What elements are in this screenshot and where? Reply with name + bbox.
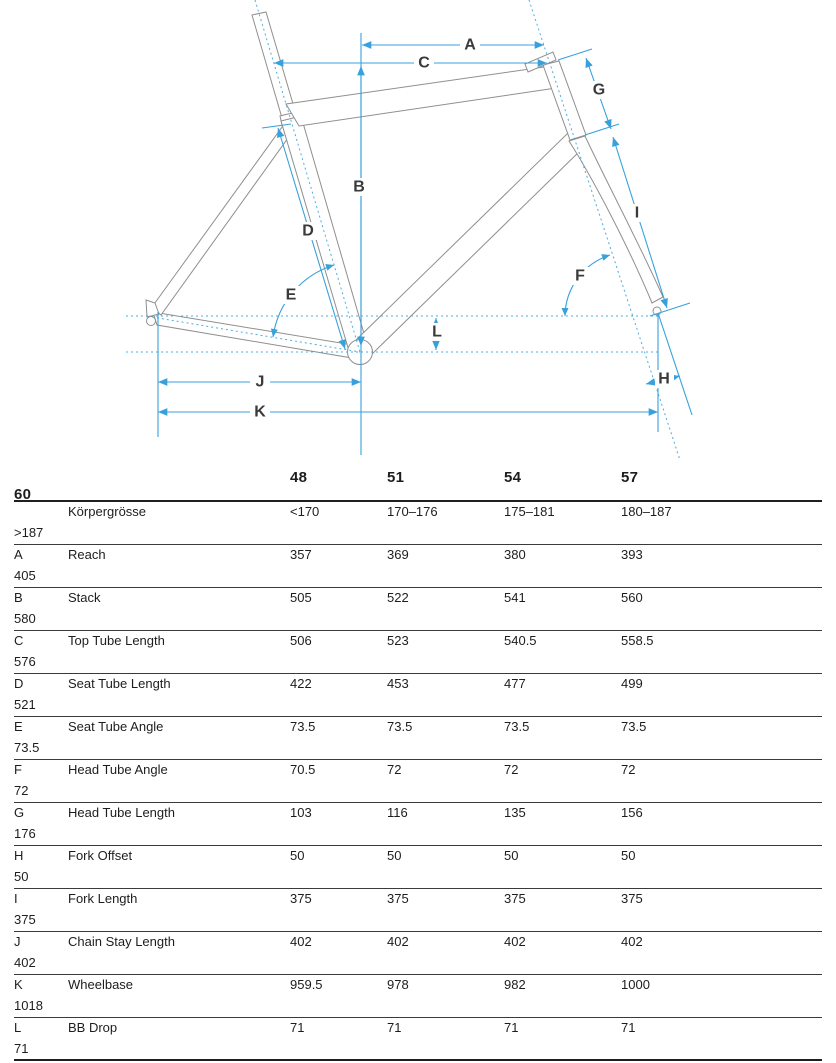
dimension-value: 369 (387, 547, 409, 563)
dimension-value: 73.5 (387, 719, 413, 735)
size-header-row (14, 470, 822, 502)
label-F-text: F (575, 267, 585, 285)
label-F (570, 267, 590, 285)
table-row (14, 588, 822, 631)
table-row (14, 545, 822, 588)
size-header: 51 (387, 469, 405, 486)
dimension-value: 357 (290, 547, 312, 563)
label-K (250, 403, 270, 421)
dimension-name: Körpergrösse (68, 504, 147, 520)
dimension-value: 521 (14, 697, 36, 713)
dimension-value: 1000 (621, 977, 650, 993)
head-tube-top-tick (558, 49, 592, 60)
dimension-value: 405 (14, 568, 36, 584)
label-E-text: E (285, 286, 297, 304)
label-B-text: B (353, 178, 365, 196)
dimension-value: 375 (504, 891, 526, 907)
table-row (14, 975, 822, 1018)
geometry-diagram (0, 0, 836, 462)
head-tube-bottom-tick (585, 124, 619, 135)
dimension-value: 380 (504, 547, 526, 563)
table-row (14, 674, 822, 717)
table-row (14, 846, 822, 889)
dimension-value: 73.5 (504, 719, 530, 735)
dimension-value: 560 (621, 590, 643, 606)
dimension-name: Chain Stay Length (68, 934, 175, 950)
fork-offset-reference (658, 313, 692, 415)
dimension-value: 393 (621, 547, 643, 563)
dimension-name: Wheelbase (68, 977, 134, 993)
dimension-value: 72 (621, 762, 636, 778)
dimension-name: Seat Tube Length (68, 676, 171, 692)
seat-tube (281, 116, 367, 351)
label-A-text: A (464, 36, 476, 54)
geometry-table (14, 470, 822, 1061)
table-row (14, 889, 822, 932)
table-row (14, 932, 822, 975)
dimension-value: 116 (387, 805, 408, 821)
dimension-value: 71 (504, 1020, 519, 1036)
chain-stay (153, 312, 353, 358)
label-B (349, 178, 369, 196)
dimension-value: 978 (387, 977, 409, 993)
dimension-value: 73.5 (290, 719, 316, 735)
dimension-value: 982 (504, 977, 526, 993)
dimension-letter: L (14, 1020, 22, 1036)
dimension-value: 402 (504, 934, 526, 950)
frame-geometry-svg (0, 0, 836, 462)
dimension-value: 422 (290, 676, 312, 692)
label-G-text: G (592, 81, 606, 99)
size-header: 57 (621, 469, 639, 486)
dimension-value: 402 (14, 955, 36, 971)
dimension-value: 175–181 (504, 504, 555, 520)
dimension-value: <170 (290, 504, 320, 520)
dimension-value: 50 (14, 869, 29, 885)
rear-axle (147, 317, 156, 326)
dimension-value: 505 (290, 590, 312, 606)
label-L (427, 323, 447, 341)
dimension-letter: G (14, 805, 25, 821)
size-header: 48 (290, 469, 308, 486)
dimension-value: 580 (14, 611, 36, 627)
label-J (250, 373, 270, 391)
dimension-value: 375 (387, 891, 409, 907)
dimension-name: BB Drop (68, 1020, 118, 1036)
arc-F-arrow-bottom (562, 308, 569, 316)
dimension-value: 70.5 (290, 762, 316, 778)
dimension-value: 402 (387, 934, 409, 950)
dimension-value: 71 (14, 1040, 29, 1056)
dimension-value: 541 (504, 590, 526, 606)
dimension-value: 375 (290, 891, 312, 907)
dimension-value: 1018 (14, 998, 43, 1014)
dimension-value: 180–187 (621, 504, 672, 520)
dimension-name: Head Tube Angle (68, 762, 168, 778)
dimension-value: 477 (504, 676, 526, 692)
arc-F-arrow-top (601, 252, 611, 261)
seatpost (252, 12, 296, 118)
dimension-value: 71 (387, 1020, 402, 1036)
dimension-value: 135 (504, 805, 526, 821)
dimension-value: 50 (504, 848, 519, 864)
dimension-value: 50 (290, 848, 305, 864)
table-row (14, 760, 822, 803)
label-I-text: I (634, 204, 640, 222)
label-H (655, 370, 674, 388)
dimension-value: 453 (387, 676, 409, 692)
dimension-letter: B (14, 590, 23, 606)
dimension-value: 402 (290, 934, 312, 950)
label-L-text: L (432, 323, 442, 341)
seat-stay (152, 123, 293, 315)
dimension-value: 375 (14, 912, 36, 928)
dimension-letter: C (14, 633, 24, 649)
table-row (14, 1018, 822, 1061)
dimension-letter: E (14, 719, 23, 735)
table-row (14, 803, 822, 846)
dimension-letter: H (14, 848, 24, 864)
dimension-value: 103 (290, 805, 312, 821)
dimension-value: 176 (14, 826, 36, 842)
dimension-value: >187 (14, 525, 44, 541)
table-row (14, 502, 822, 545)
dimension-value: 50 (621, 848, 636, 864)
dimension-value: 522 (387, 590, 409, 606)
dimension-name: Reach (68, 547, 106, 563)
dimension-value: 499 (621, 676, 643, 692)
dimension-name: Stack (68, 590, 101, 606)
dimension-value: 72 (387, 762, 402, 778)
top-tube (286, 66, 563, 126)
dimension-letter: D (14, 676, 24, 692)
down-tube (355, 133, 584, 356)
label-C (414, 54, 434, 72)
dimension-value: 375 (621, 891, 643, 907)
label-A (460, 36, 480, 54)
label-E (281, 286, 301, 304)
dimension-letter: F (14, 762, 22, 778)
dimension-name: Top Tube Length (68, 633, 165, 649)
arc-F-head-tube-angle (565, 255, 610, 316)
dimension-value: 576 (14, 654, 36, 670)
label-D-text: D (302, 222, 314, 240)
dimension-value: 73.5 (14, 740, 40, 756)
label-I (630, 204, 644, 222)
dimension-value: 71 (290, 1020, 305, 1036)
head-tube (543, 61, 586, 140)
label-H-text: H (658, 370, 670, 388)
dimension-letter: J (14, 934, 21, 950)
dimension-name: Fork Offset (68, 848, 133, 864)
label-J-text: J (255, 373, 265, 391)
table-row (14, 631, 822, 674)
dimension-letter: K (14, 977, 23, 993)
dimension-value: 959.5 (290, 977, 323, 993)
geometry-table-body (14, 502, 822, 1061)
dimension-letter: I (14, 891, 18, 907)
dimension-value: 523 (387, 633, 409, 649)
dimension-value: 50 (387, 848, 402, 864)
label-K-text: K (254, 403, 266, 421)
dimension-value: 72 (14, 783, 29, 799)
label-G (589, 81, 609, 99)
dimension-value: 558.5 (621, 633, 654, 649)
dimension-letter: A (14, 547, 23, 563)
dimension-value: 156 (621, 805, 643, 821)
size-header: 60 (14, 485, 32, 503)
size-header: 54 (504, 469, 522, 486)
dimension-name: Fork Length (68, 891, 138, 907)
dimension-value: 71 (621, 1020, 636, 1036)
label-C-text: C (418, 54, 430, 72)
dimension-value: 402 (621, 934, 643, 950)
dimension-value: 170–176 (387, 504, 438, 520)
dimension-value: 73.5 (621, 719, 647, 735)
label-D (298, 222, 318, 240)
dimension-value: 540.5 (504, 633, 537, 649)
dimension-name: Seat Tube Angle (68, 719, 164, 735)
dimension-value: 506 (290, 633, 312, 649)
dimension-name: Head Tube Length (68, 805, 175, 821)
dimension-value: 72 (504, 762, 519, 778)
table-row (14, 717, 822, 760)
